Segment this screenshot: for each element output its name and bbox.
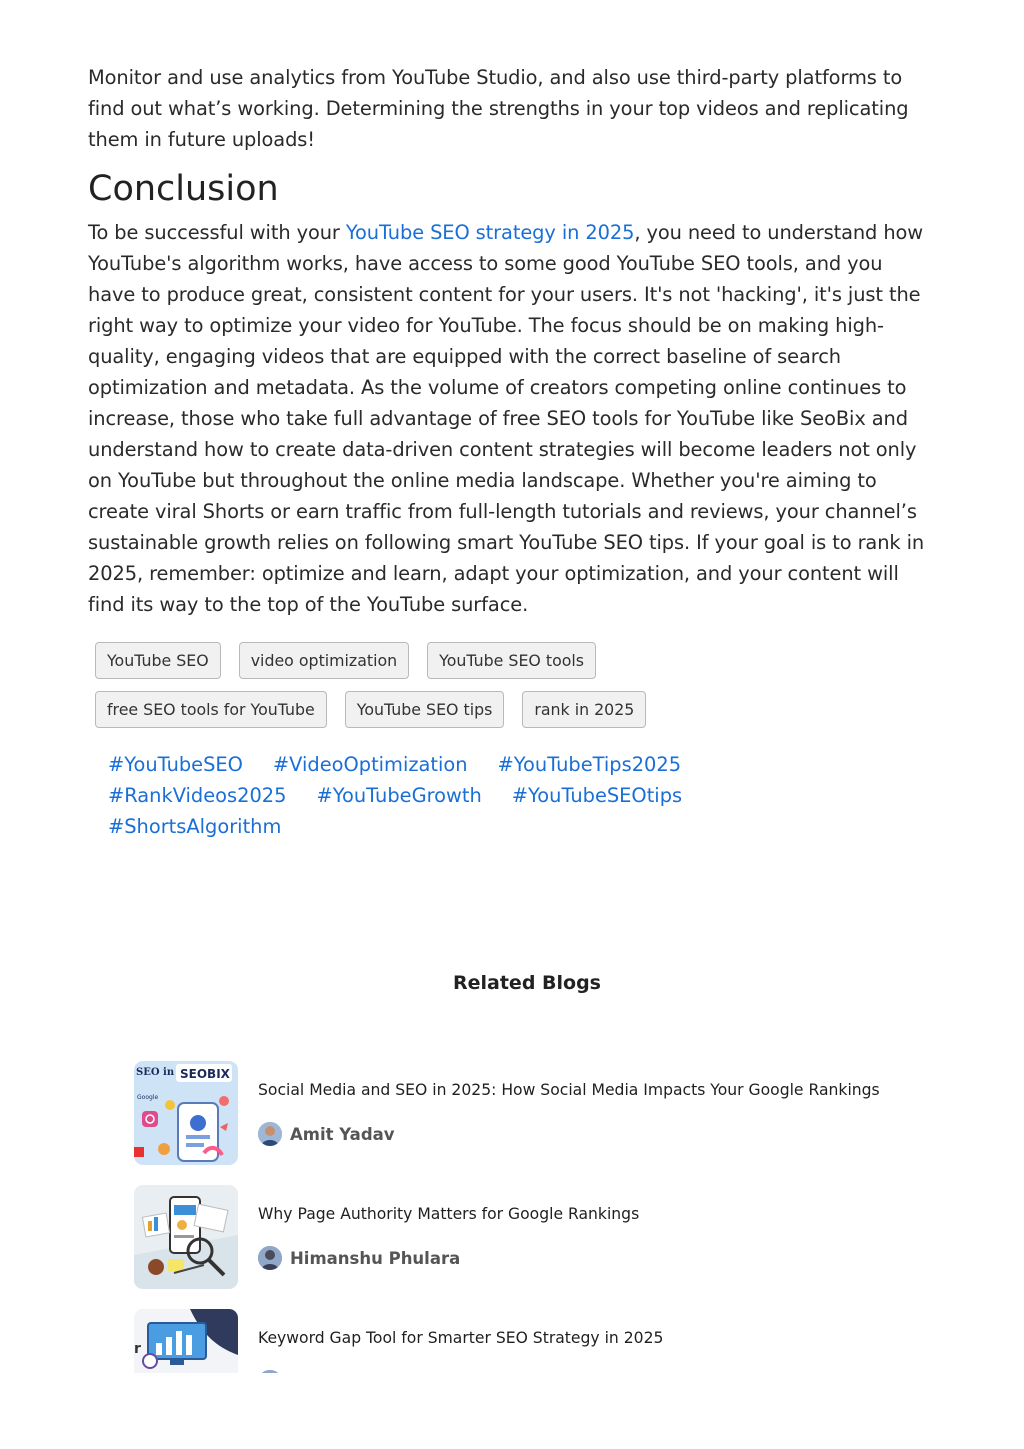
hashtag-link[interactable]: #RankVideos2025: [108, 784, 287, 807]
conclusion-paragraph: [88, 217, 928, 620]
author-name: Amit Yadav: [290, 1124, 395, 1144]
related-blog-item[interactable]: [134, 1185, 894, 1309]
article-content: [88, 62, 928, 842]
tag-chip[interactable]: YouTube SEO tips: [345, 691, 505, 728]
tag-chip[interactable]: video optimization: [239, 642, 409, 679]
thumb-seo-text: SEO in: [136, 1067, 175, 1078]
tag-chip[interactable]: free SEO tools for YouTube: [95, 691, 327, 728]
related-blog-body: [258, 1185, 639, 1309]
related-blog-item[interactable]: [134, 1061, 894, 1185]
blog-thumbnail[interactable]: [134, 1061, 238, 1165]
tag-list: [95, 642, 855, 740]
author-row: [258, 1246, 639, 1270]
hashtag-link[interactable]: #YouTubeSEOtips: [511, 784, 683, 807]
conclusion-heading: Conclusion: [88, 169, 279, 209]
tag-chip[interactable]: YouTube SEO: [95, 642, 221, 679]
tag-chip[interactable]: YouTube SEO tools: [427, 642, 596, 679]
related-blog-body: [258, 1061, 880, 1185]
seo-strategy-link[interactable]: YouTube SEO strategy in 2025: [345, 221, 635, 244]
author-row: [258, 1122, 880, 1146]
thumb-google-text: Google: [137, 1094, 159, 1101]
svg-text:r: r: [134, 1341, 141, 1357]
author-name: Himanshu Phulara: [290, 1248, 461, 1268]
hashtag-list: [108, 749, 888, 842]
author-avatar: [258, 1122, 282, 1146]
conclusion-text-rest: , you need to understand how YouTube's algorithm works, have access to some good YouTube SEO tools, and you have to produce great, consistent content for your users. It's not 'hacking', it's just the right way to optimize your video for YouTube. The focus should be on making high-quality, engaging videos that are equipped with the correct baseline of search optimization and metadata. As the volume of creators competing online continues to increase, those who take full advantage of free SEO tools for YouTube like SeoBix and understand how to create data-driven content strategies will become leaders not only on YouTube but throughout the online media landscape. Whether you're aiming to create viral Shorts or earn traffic from full-length tutorials and reviews, your channel’s sustainable growth relies on following smart YouTube SEO tips. If your goal is to rank in 2025, remember: optimize and learn, adapt your optimization, and your content will find its way to the top of the YouTube surface.: [88, 221, 925, 616]
tag-chip[interactable]: rank in 2025: [522, 691, 646, 728]
conclusion-text-start: To be successful with your: [88, 221, 346, 244]
blog-thumbnail[interactable]: [134, 1185, 238, 1289]
hashtag-link[interactable]: #ShortsAlgorithm: [108, 815, 282, 838]
author-row: [258, 1370, 663, 1373]
hashtag-link[interactable]: #YouTubeGrowth: [316, 784, 482, 807]
thumb-brand-text: SEOBIX: [180, 1067, 230, 1081]
related-blog-title[interactable]: Why Page Authority Matters for Google Rankings: [258, 1205, 640, 1223]
related-blog-title[interactable]: Social Media and SEO in 2025: How Social Media Impacts Your Google Rankings: [258, 1081, 880, 1099]
related-blog-body: [258, 1309, 663, 1373]
blog-thumbnail[interactable]: [134, 1309, 238, 1373]
intro-paragraph: Monitor and use analytics from YouTube Studio, and also use third-party platforms to find out what’s working. Determining the strengths in your top videos and replicating them in future uploads!: [88, 66, 909, 151]
hashtag-link[interactable]: #VideoOptimization: [272, 753, 468, 776]
related-blogs-heading: Related Blogs: [453, 972, 601, 994]
author-avatar: [258, 1370, 282, 1373]
related-blogs-list: [134, 1061, 894, 1373]
related-blog-item[interactable]: [134, 1309, 894, 1373]
hashtag-link[interactable]: #YouTubeSEO: [108, 753, 243, 776]
related-blog-title[interactable]: Keyword Gap Tool for Smarter SEO Strategy in 2025: [258, 1329, 664, 1347]
author-avatar: [258, 1246, 282, 1270]
hashtag-link[interactable]: #YouTubeTips2025: [497, 753, 682, 776]
